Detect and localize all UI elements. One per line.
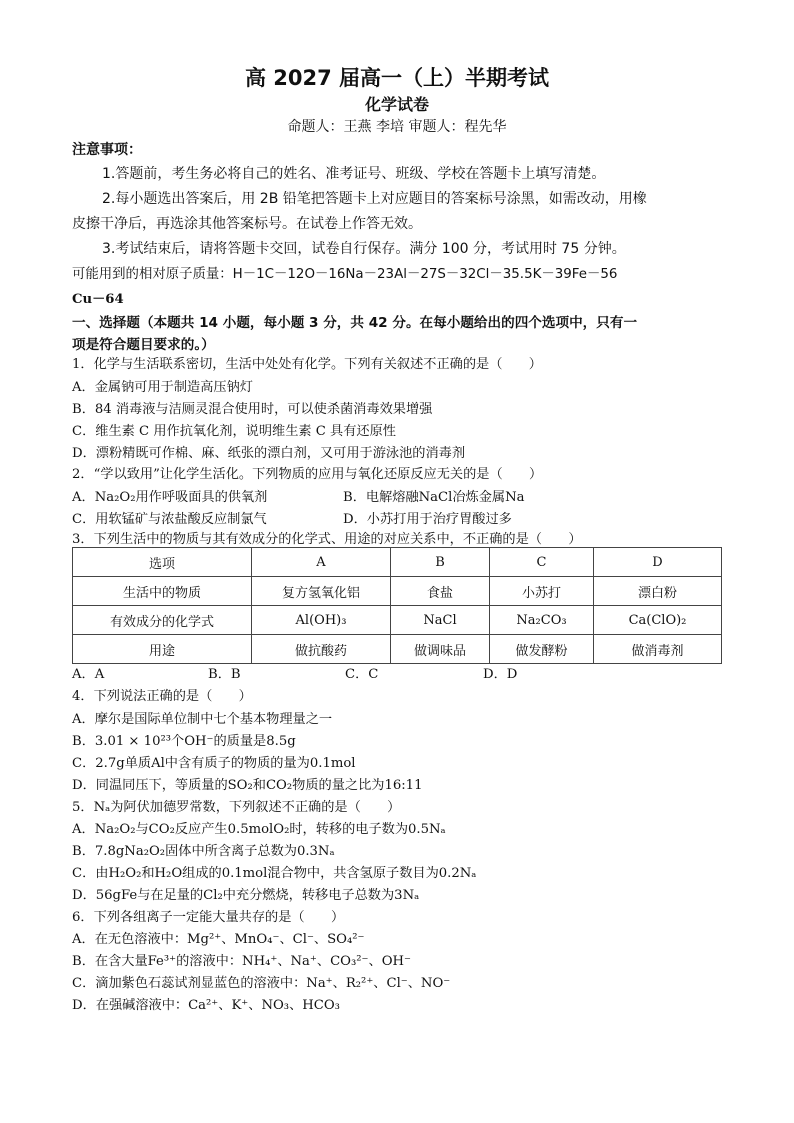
q4-option-c: C．2.7g单质Al中含有质子的物质的量为0.1mol bbox=[72, 756, 356, 771]
q4-option-a: A．摩尔是国际单位制中七个基本物理量之一 bbox=[72, 712, 333, 727]
q2-option-c: C．用软锰矿与浓盐酸反应制氯气 bbox=[72, 512, 267, 527]
q2-stem: 2．“学以致用”让化学生活化。下列物质的应用与氧化还原反应无关的是（ ） bbox=[72, 467, 543, 482]
table-cell: 食盐 bbox=[391, 577, 490, 606]
table-cell: NaCl bbox=[391, 606, 490, 635]
atomic-mass-line-2: Cu－64 bbox=[72, 292, 124, 307]
table-cell: D bbox=[594, 548, 722, 577]
table-row bbox=[73, 635, 722, 664]
q6-option-a: A．在无色溶液中：Mg²⁺、MnO₄⁻、Cl⁻、SO₄²⁻ bbox=[72, 932, 365, 947]
q3-stem: 3．下列生活中的物质与其有效成分的化学式、用途的对应关系中，不正确的是（ ） bbox=[72, 532, 582, 547]
notice-item-1: 1.答题前，考生务必将自己的姓名、准考证号、班级、学校在答题卡上填写清楚。 bbox=[102, 166, 606, 182]
atomic-mass-line-1: 可能用到的相对原子质量：H－1C－12O－16Na－23Al－27S－32Cl－35.5K－39Fe－56 bbox=[72, 267, 618, 282]
q3-option-b: B．B bbox=[208, 667, 241, 682]
q5-option-c: C．由H₂O₂和H₂O组成的0.1mol混合物中，共含氢原子数目为0.2Nₐ bbox=[72, 866, 477, 881]
table-cell: A bbox=[252, 548, 391, 577]
table-cell: C bbox=[490, 548, 594, 577]
table-cell: 做消毒剂 bbox=[594, 635, 722, 664]
q2-option-d: D．小苏打用于治疗胃酸过多 bbox=[343, 512, 512, 527]
q1-option-d: D．漂粉精既可作棉、麻、纸张的漂白剂，又可用于游泳池的消毒剂 bbox=[72, 446, 466, 461]
q6-option-c: C．滴加紫色石蕊试剂显蓝色的溶液中：Na⁺、R₂²⁺、Cl⁻、NO⁻ bbox=[72, 976, 451, 991]
q1-stem: 1．化学与生活联系密切，生活中处处有化学。下列有关叙述不正确的是（ ） bbox=[72, 357, 542, 372]
table-cell: B bbox=[391, 548, 490, 577]
q6-stem: 6．下列各组离子一定能大量共存的是（ ） bbox=[72, 910, 345, 925]
q4-option-b: B．3.01 × 10²³个OH⁻的质量是8.5g bbox=[72, 734, 296, 749]
notice-heading: 注意事项： bbox=[72, 142, 142, 158]
q6-option-d: D．在强碱溶液中：Ca²⁺、K⁺、NO₃、HCO₃ bbox=[72, 998, 340, 1013]
q5-option-b: B．7.8gNa₂O₂固体中所含离子总数为0.3Nₐ bbox=[72, 844, 335, 859]
section-heading-line-1: 一、选择题（本题共 14 小题，每小题 3 分，共 42 分。在每小题给出的四个选项中，只有一 bbox=[72, 315, 638, 331]
table-cell: 选项 bbox=[73, 548, 252, 577]
table-cell: 做发酵粉 bbox=[490, 635, 594, 664]
table-cell: 有效成分的化学式 bbox=[73, 606, 252, 635]
q4-stem: 4．下列说法正确的是（ ） bbox=[72, 689, 252, 704]
table-header-row bbox=[73, 548, 722, 577]
table-cell: Na₂CO₃ bbox=[490, 606, 594, 635]
section-heading-line-2: 项是符合题目要求的。） bbox=[72, 337, 215, 353]
table-row bbox=[73, 577, 722, 606]
table-cell: Al(OH)₃ bbox=[252, 606, 391, 635]
q5-option-d: D．56gFe与在足量的Cl₂中充分燃烧，转移电子总数为3Nₐ bbox=[72, 888, 420, 903]
q3-option-d: D．D bbox=[483, 667, 518, 682]
page-subtitle: 化学试卷 bbox=[364, 95, 429, 114]
notice-item-3: 3.考试结束后，请将答题卡交回，试卷自行保存。满分 100 分，考试用时 75 分钟。 bbox=[102, 241, 626, 257]
q5-stem: 5．Nₐ为阿伏加德罗常数，下列叙述不正确的是（ ） bbox=[72, 800, 401, 815]
q2-option-b: B．电解熔融NaCl冶炼金属Na bbox=[343, 490, 525, 505]
q6-option-b: B．在含大量Fe³⁺的溶液中：NH₄⁺、Na⁺、CO₃²⁻、OH⁻ bbox=[72, 954, 411, 969]
notice-item-2: 2.每小题选出答案后，用 2B 铅笔把答题卡上对应题目的答案标号涂黑，如需改动，用橡 bbox=[102, 191, 647, 207]
notice-item-2-cont: 皮擦干净后，再选涂其他答案标号。在试卷上作答无效。 bbox=[72, 216, 422, 232]
q1-option-b: B．84 消毒液与洁厕灵混合使用时，可以使杀菌消毒效果增强 bbox=[72, 402, 433, 417]
table-cell: 小苏打 bbox=[490, 577, 594, 606]
q1-option-a: A．金属钠可用于制造高压钠灯 bbox=[72, 380, 253, 395]
page-title: 高 2027 届高一（上）半期考试 bbox=[244, 66, 550, 90]
table-cell: 复方氢氧化铝 bbox=[252, 577, 391, 606]
q3-option-a: A．A bbox=[72, 667, 105, 682]
table-cell: 漂白粉 bbox=[594, 577, 722, 606]
table-cell: 用途 bbox=[73, 635, 252, 664]
table-cell: 生活中的物质 bbox=[73, 577, 252, 606]
q2-option-a: A．Na₂O₂用作呼吸面具的供氧剂 bbox=[72, 490, 268, 505]
q4-option-d: D．同温同压下，等质量的SO₂和CO₂物质的量之比为16:11 bbox=[72, 778, 423, 793]
q5-option-a: A．Na₂O₂与CO₂反应产生0.5molO₂时，转移的电子数为0.5Nₐ bbox=[72, 822, 446, 837]
table-row bbox=[73, 606, 722, 635]
table-cell: 做调味品 bbox=[391, 635, 490, 664]
q3-option-c: C．C bbox=[345, 667, 379, 682]
q3-table bbox=[72, 547, 722, 664]
authors-line: 命题人：王燕 李培 审题人：程先华 bbox=[287, 119, 507, 135]
table-cell: Ca(ClO)₂ bbox=[594, 606, 722, 635]
q1-option-c: C．维生素 C 用作抗氧化剂，说明维生素 C 具有还原性 bbox=[72, 424, 396, 439]
table-cell: 做抗酸药 bbox=[252, 635, 391, 664]
